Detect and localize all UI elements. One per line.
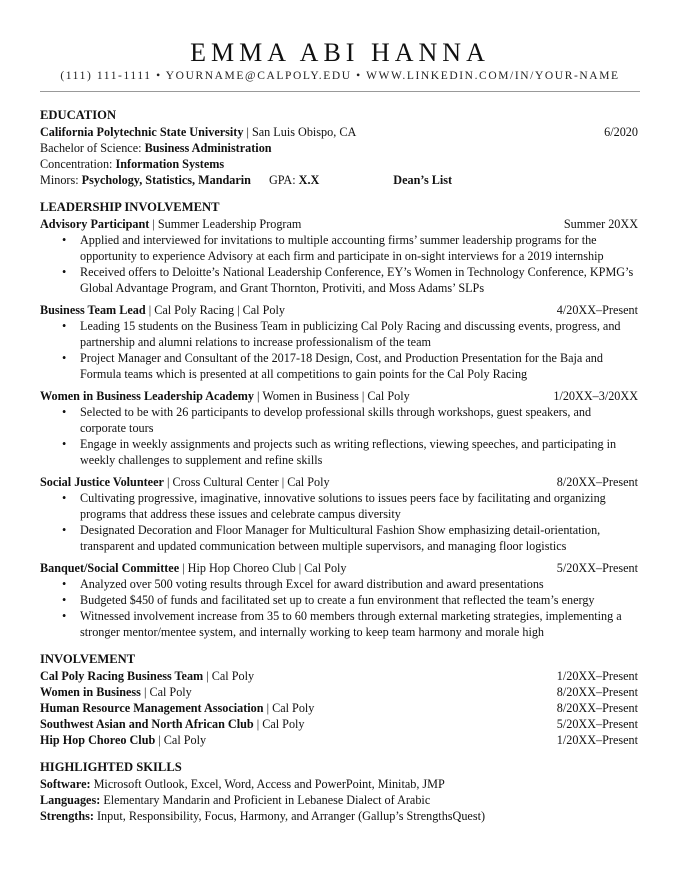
bullet-icon: • [62,265,67,279]
bullet-text: Engage in weekly assignments and projects such as writing reflections, viewing speeches, and participating in weekly challenges to supplement and refine skills [80,437,617,467]
degree-value: Business Administration [144,141,272,155]
skills-heading: HIGHLIGHTED SKILLS [40,760,182,774]
bullet-item [40,404,638,436]
role-header [40,388,638,404]
role-header [40,560,638,576]
bullet-text: Selected to be with 26 participants to develop professional skills through workshops, guest speakers, and corporate tours [80,405,592,435]
role-date: 4/20XX–Present [556,303,638,317]
bullet-icon: • [62,523,67,537]
minors-label: Minors: [40,173,82,187]
role-date: 1/20XX–3/20XX [553,389,638,403]
skill-text: Input, Responsibility, Focus, Harmony, and Arranger (Gallup’s StrengthsQuest) [93,809,486,823]
bullet-text: Received offers to Deloitte’s National Leadership Conference, EY’s Women in Technology Conference, KPMG’s Global Advantage Program, and Grant Thornton, Protiviti, and Moss Adams’ SLPs [80,265,634,295]
involvement-org: | Cal Poly [155,733,207,747]
concentration-value: Information Systems [115,157,225,171]
role-block [40,302,638,382]
skill-line [40,792,638,808]
education-date: 6/2020 [604,125,638,139]
bullet-text: Budgeted $450 of funds and facilitated set up to create a fun environment that reflected the team’s energy [80,593,595,607]
bullet-text: Analyzed over 500 voting results through Excel for award distribution and award presentations [80,577,544,591]
bullet-icon: • [62,593,67,607]
role-block [40,474,638,554]
gpa-value: X.X [298,173,320,187]
involvement-name: Women in Business [40,685,141,699]
bullet-icon: • [62,609,67,623]
involvement-name: Hip Hop Choreo Club [40,733,156,747]
bullet-item [40,576,638,592]
role-header [40,302,638,318]
role-date: 5/20XX–Present [556,561,638,575]
involvement-item [40,684,638,700]
involvement-org: | Cal Poly [253,717,305,731]
role-org: | Cross Cultural Center | Cal Poly [163,475,330,489]
role-header [40,474,638,490]
contact-line: (111) 111-1111 • YOURNAME@CALPOLY.EDU • WWW.LINKEDIN.COM/IN/YOUR-NAME [60,70,620,82]
bullet-item [40,522,638,554]
bullet-text: Applied and interviewed for invitations to multiple accounting firms’ summer leadership programs for the opportunity to experience Advisory at each firm and participate in on-sight interviews for a 2019 internship [80,233,604,263]
role-block [40,388,638,468]
skill-label: Strengths: [40,809,94,823]
bullet-item [40,350,638,382]
involvement-org: | Cal Poly [140,685,192,699]
education-school-line [40,124,356,140]
role-block [40,560,638,640]
role-title: Advisory Participant [40,217,150,231]
skill-text: Microsoft Outlook, Excel, Word, Access and PowerPoint, Minitab, JMP [90,777,445,791]
role-title: Business Team Lead [40,303,146,317]
education-heading: EDUCATION [40,108,117,122]
role-bullets [40,318,638,382]
bullet-text: Cultivating progressive, imaginative, innovative solutions to issues peers face by facilitating and organizing programs that address these issues and celebrate campus diversity [80,491,606,521]
bullet-icon: • [62,577,67,591]
honor-deans-list: Dean’s List [393,173,453,187]
bullet-item [40,232,638,264]
bullet-text: Leading 15 students on the Business Team in publicizing Cal Poly Racing and discussing events, progress, and partnership and alumni relations to increase professionalism of the team [80,319,621,349]
involvement-name: Southwest Asian and North African Club [40,717,254,731]
bullet-item [40,264,638,296]
concentration-label: Concentration: [40,157,116,171]
involvement-item [40,700,638,716]
bullet-icon: • [62,351,67,365]
role-title: Social Justice Volunteer [40,475,164,489]
education-school: California Polytechnic State University [40,125,244,139]
involvement-org: | Cal Poly [263,701,315,715]
resume-body [40,107,638,824]
involvement-heading: INVOLVEMENT [40,652,136,666]
role-bullets [40,576,638,640]
candidate-name: EMMA ABI HANNA [190,38,490,67]
role-block [40,216,638,296]
skill-label: Languages: [40,793,101,807]
role-header [40,216,638,232]
bullet-text: Designated Decoration and Floor Manager for Multicultural Fashion Show emphasizing detail-orientation, transparent and updated communication between multiple supervisors, and managing floor logistics [80,523,601,553]
role-org: | Women in Business | Cal Poly [254,389,410,403]
bullet-text: Project Manager and Consultant of the 2017-18 Design, Cost, and Production Presentation for the Baja and Formula teams which is presented at all competitions to gain points for the Cal Poly Racing [80,351,603,381]
education-concentration-line [40,156,638,172]
gpa-label: GPA: [268,173,299,187]
involvement-date: 8/20XX–Present [556,685,638,699]
bullet-text: Witnessed involvement increase from 35 to 60 members through external marketing strategies, implementing a stronger mentor/mentee system, and internally working to keep team harmony and morale high [80,609,622,639]
education-school-row [40,124,638,140]
bullet-item [40,436,638,468]
minors-value: Psychology, Statistics, Mandarin [81,173,251,187]
role-org: | Cal Poly Racing | Cal Poly [145,303,285,317]
bullet-item [40,490,638,522]
leadership-heading: LEADERSHIP INVOLVEMENT [40,200,220,214]
role-title: Banquet/Social Committee [40,561,180,575]
involvement-name: Cal Poly Racing Business Team [40,669,204,683]
skill-line [40,776,638,792]
bullet-icon: • [62,319,67,333]
involvement-org: | Cal Poly [203,669,255,683]
role-bullets [40,404,638,468]
skill-line [40,808,638,824]
degree-label: Bachelor of Science: [40,141,145,155]
involvement-date: 1/20XX–Present [556,733,638,747]
involvement-item [40,732,638,748]
role-bullets [40,232,638,296]
involvement-date: 5/20XX–Present [556,717,638,731]
bullet-icon: • [62,491,67,505]
skill-text: Elementary Mandarin and Proficient in Lebanese Dialect of Arabic [100,793,431,807]
bullet-icon: • [62,437,67,451]
role-title: Women in Business Leadership Academy [40,389,254,403]
bullet-item [40,318,638,350]
skill-label: Software: [40,777,91,791]
bullet-item [40,608,638,640]
involvement-item [40,716,638,732]
role-date: 8/20XX–Present [556,475,638,489]
header-divider [40,91,640,92]
education-degree-line [40,140,638,156]
involvement-name: Human Resource Management Association [40,701,264,715]
bullet-icon: • [62,405,67,419]
education-minors-line [40,172,638,188]
role-org: | Summer Leadership Program [149,217,302,231]
education-location: | San Luis Obispo, CA [243,125,357,139]
role-bullets [40,490,638,554]
role-date: Summer 20XX [563,217,638,231]
bullet-icon: • [62,233,67,247]
involvement-item [40,668,638,684]
bullet-item [40,592,638,608]
role-org: | Hip Hop Choreo Club | Cal Poly [179,561,347,575]
involvement-date: 1/20XX–Present [556,669,638,683]
involvement-date: 8/20XX–Present [556,701,638,715]
